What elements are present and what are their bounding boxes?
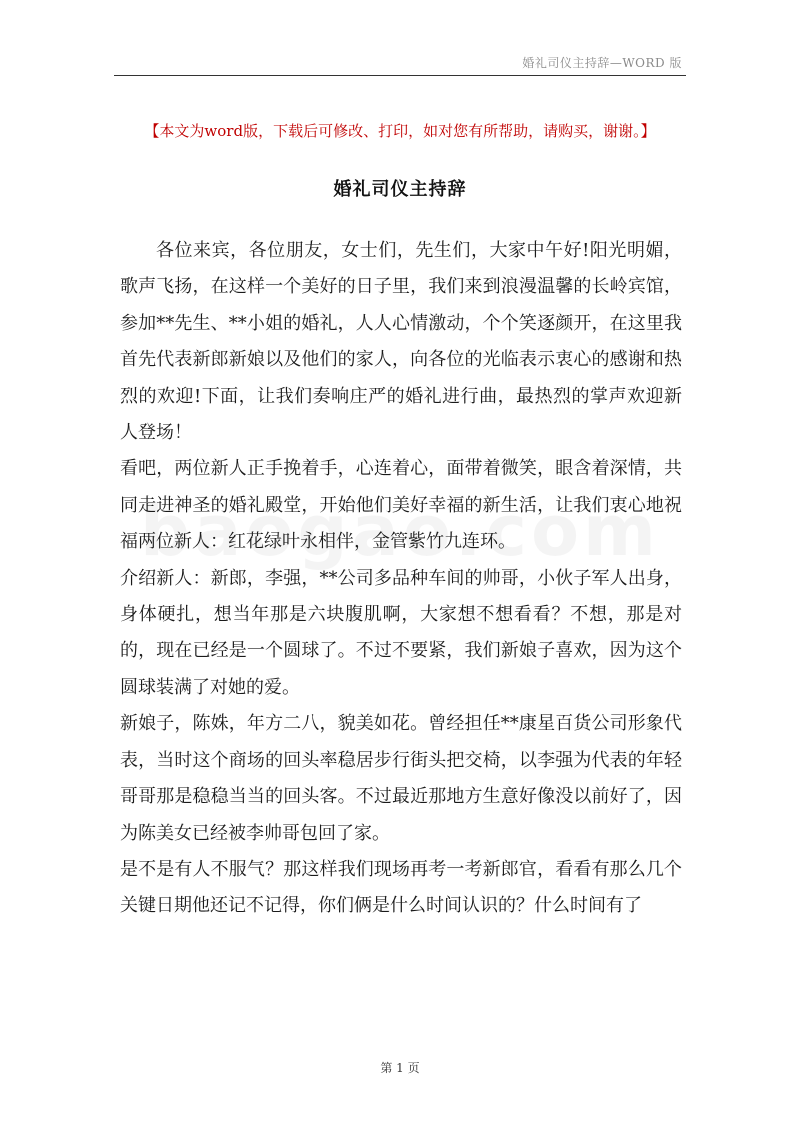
purchase-notice: 【本文为word版，下载后可修改、打印，如对您有所帮助，请购买，谢谢。】: [144, 122, 656, 140]
paragraph-entrance: 看吧，两位新人正手挽着手，心连着心，面带着微笑，眼含着深情，共同走进神圣的婚礼殿堂，开始他们美好幸福的新生活，让我们衷心地祝福两位新人：红花绿叶永相伴，金管紫竹九连环。: [120, 458, 682, 553]
document-body: [120, 233, 682, 925]
paragraph-quiz: 是不是有人不服气？那这样我们现场再考一考新郎官，看看有那么几个关键日期他还记不记得，你们俩是什么时间认识的？什么时间有了: [120, 858, 682, 917]
header-divider: [114, 75, 686, 76]
document-title: 婚礼司仪主持辞: [333, 179, 467, 200]
page-number: 第 1 页: [380, 1061, 420, 1075]
paragraph-groom-intro: 介绍新人：新郎，李强，**公司多品种车间的帅哥，小伙子军人出身，身体硬扎，想当年那是六块腹肌啊，大家想不想看看？不想，那是对的，现在已经是一个圆球了。不过不要紧，我们新娘子喜欢，因为这个圆球装满了对她的爱。: [120, 567, 682, 698]
paragraph-opening: 各位来宾，各位朋友，女士们，先生们，大家中午好!阳光明媚，歌声飞扬，在这样一个美好的日子里，我们来到浪漫温馨的长岭宾馆，参加**先生、**小姐的婚礼，人人心情激动，个个笑逐颜开，在这里我首先代表新郎新娘以及他们的家人，向各位的光临表示衷心的感谢和热烈的欢迎!下面，让我们奏响庄严的婚礼进行曲，最热烈的掌声欢迎新人登场！: [120, 240, 682, 444]
paragraph-bride-intro: 新娘子，陈姝，年方二八，貌美如花。曾经担任**康星百货公司形象代表，当时这个商场的回头率稳居步行街头把交椅，以李强为代表的年轻哥哥那是稳稳当当的回头客。不过最近那地方生意好像没以前好了，因为陈美女已经被李帅哥包回了家。: [120, 713, 682, 844]
running-header: 婚礼司仪主持辞—WORD 版: [522, 56, 682, 70]
